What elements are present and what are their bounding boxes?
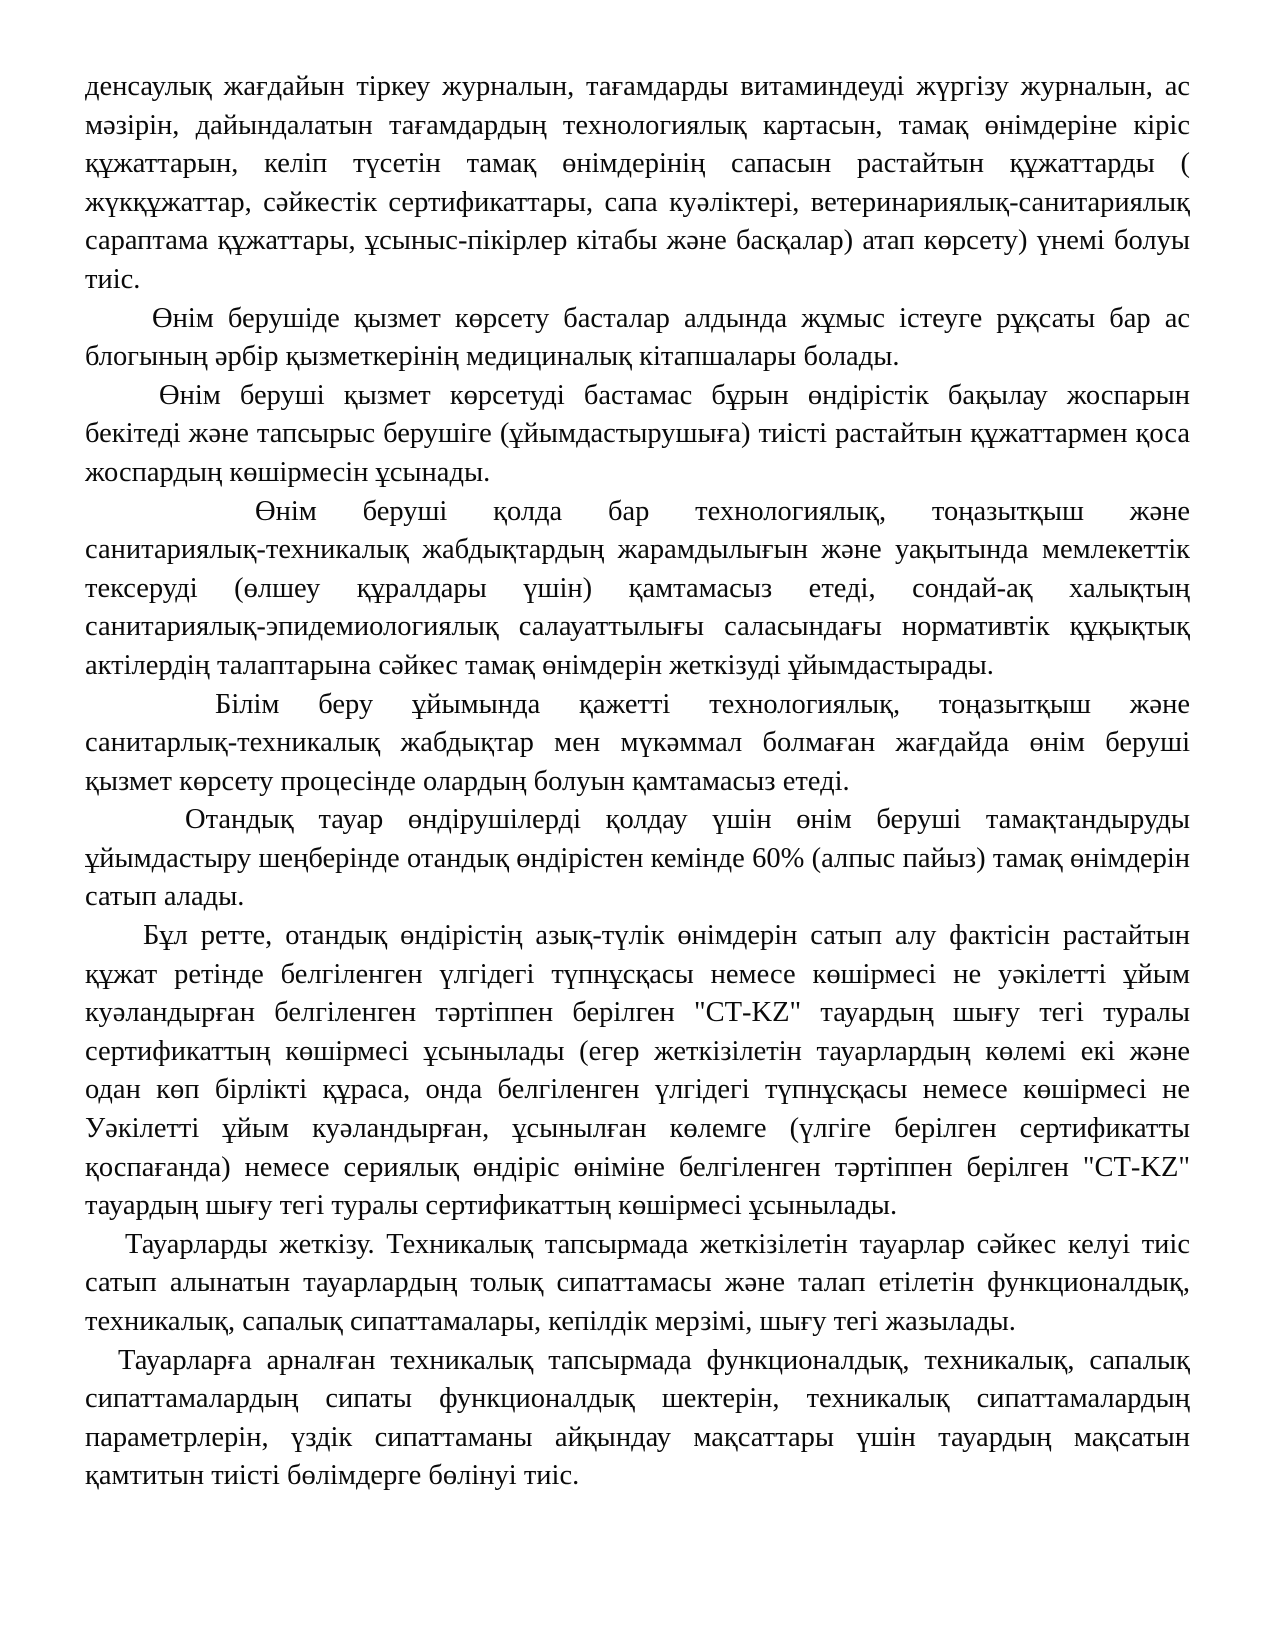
paragraph-production-control-plan: Өнім беруші қызмет көрсетуді бастамас бұрын өндірістік бақылау жоспарын бекітеді және тапсырыс берушіге (ұйымдастырушыға) тиісті растайтын құжаттармен қоса жоспардың көшірмесін ұсынады. <box>85 379 1190 488</box>
paragraph-missing-equipment: Білім беру ұйымында қажетті технологиялық, тоңазытқыш және санитарлық‑техникалық жабдықтар мен мүкәммал болмаған жағдайда өнім беруші қызмет көрсету процесінде олардың болуын қамтамасыз етеді. <box>85 688 1190 797</box>
paragraph-technical-task-sections: Тауарларға арналған техникалық тапсырмада функционалдық, техникалық, сапалық сипаттамалардың сипаты функционалдық шектерін, техникалық сипаттамалардың параметрлерін, үздік сипаттаманы айқындау мақсаттары үшін тауардың мақсатын қамтитын тиісті бөлімдерге бөлінуі тиіс. <box>85 1344 1190 1492</box>
paragraph-ct-kz-certificate: Бұл ретте, отандық өндірістің азық-түлік өнімдерін сатып алу фактісін растайтын құжат ретінде белгіленген үлгідегі түпнұсқасы немесе көшірмесі не уәкілетті ұйым куәландырған белгіленген тәртіппен берілген "СТ-KZ" тауардың шығу тегі туралы сертификаттың көшірмесі ұсынылады (егер жеткізілетін тауарлардың көлемі екі және одан көп бірлікті құраса, онда белгіленген үлгідегі түпнұсқасы немесе көшірмесі не Уәкілетті ұйым куәландырған, ұсынылған көлемге (үлгіге берілген сертификатты қоспағанда) немесе сериялық өндіріс өніміне белгіленген тәртіппен берілген "СТ-KZ" тауардың шығу тегі туралы сертификаттың көшірмесі ұсынылады. <box>85 920 1190 1222</box>
paragraph-domestic-producers: Отандық тауар өндірушілерді қолдау үшін өнім беруші тамақтандыруды ұйымдастыру шеңберінде отандық өндірістен кемінде 60% (алпыс пайыз) тамақ өнімдерін сатып алады. <box>85 804 1190 913</box>
paragraph-equipment-serviceability: Өнім беруші қолда бар технологиялық, тоңазытқыш және санитариялық‑техникалық жабдықтардың жарамдылығын және уақытында мемлекеттік тексеруді (өлшеу құралдары үшін) қамтамасыз етеді, сондай‑ақ халықтың санитариялық‑эпидемиологиялық салауаттылығы саласындағы нормативтік құқықтық актілердің талаптарына сәйкес тамақ өнімдерін жеткізуді ұйымдастырады. <box>85 495 1190 681</box>
paragraph-medical-books: Өнім берушіде қызмет көрсету басталар алдында жұмыс істеуге рұқсаты бар ас блогының әрбір қызметкерінің медициналық кітапшалары болады. <box>85 302 1190 373</box>
paragraph-journal-records: денсаулық жағдайын тіркеу журналын, тағамдарды витаминдеуді жүргізу журналын, ас мәзірін, дайындалатын тағамдардың технологиялық картасын, тамақ өнімдеріне кіріс құжаттарын, келіп түсетін тамақ өнімдерінің сапасын растайтын құжаттарды ( жүкқұжаттар, сәйкестік сертификаттары, сапа куәліктері, ветеринариялық‑санитариялық сараптама құжаттары, ұсыныс‑пікірлер кітабы және басқалар) атап көрсету) үнемі болуы тиіс. <box>85 71 1190 295</box>
paragraph-goods-delivery: Тауарларды жеткізу. Техникалық тапсырмада жеткізілетін тауарлар сәйкес келуі тиіс сатып алынатын тауарлардың толық сипаттамасы және талап етілетін функционалдық, техникалық, сапалық сипаттамалары, кепілдік мерзімі, шығу тегі жазылады. <box>85 1228 1190 1337</box>
